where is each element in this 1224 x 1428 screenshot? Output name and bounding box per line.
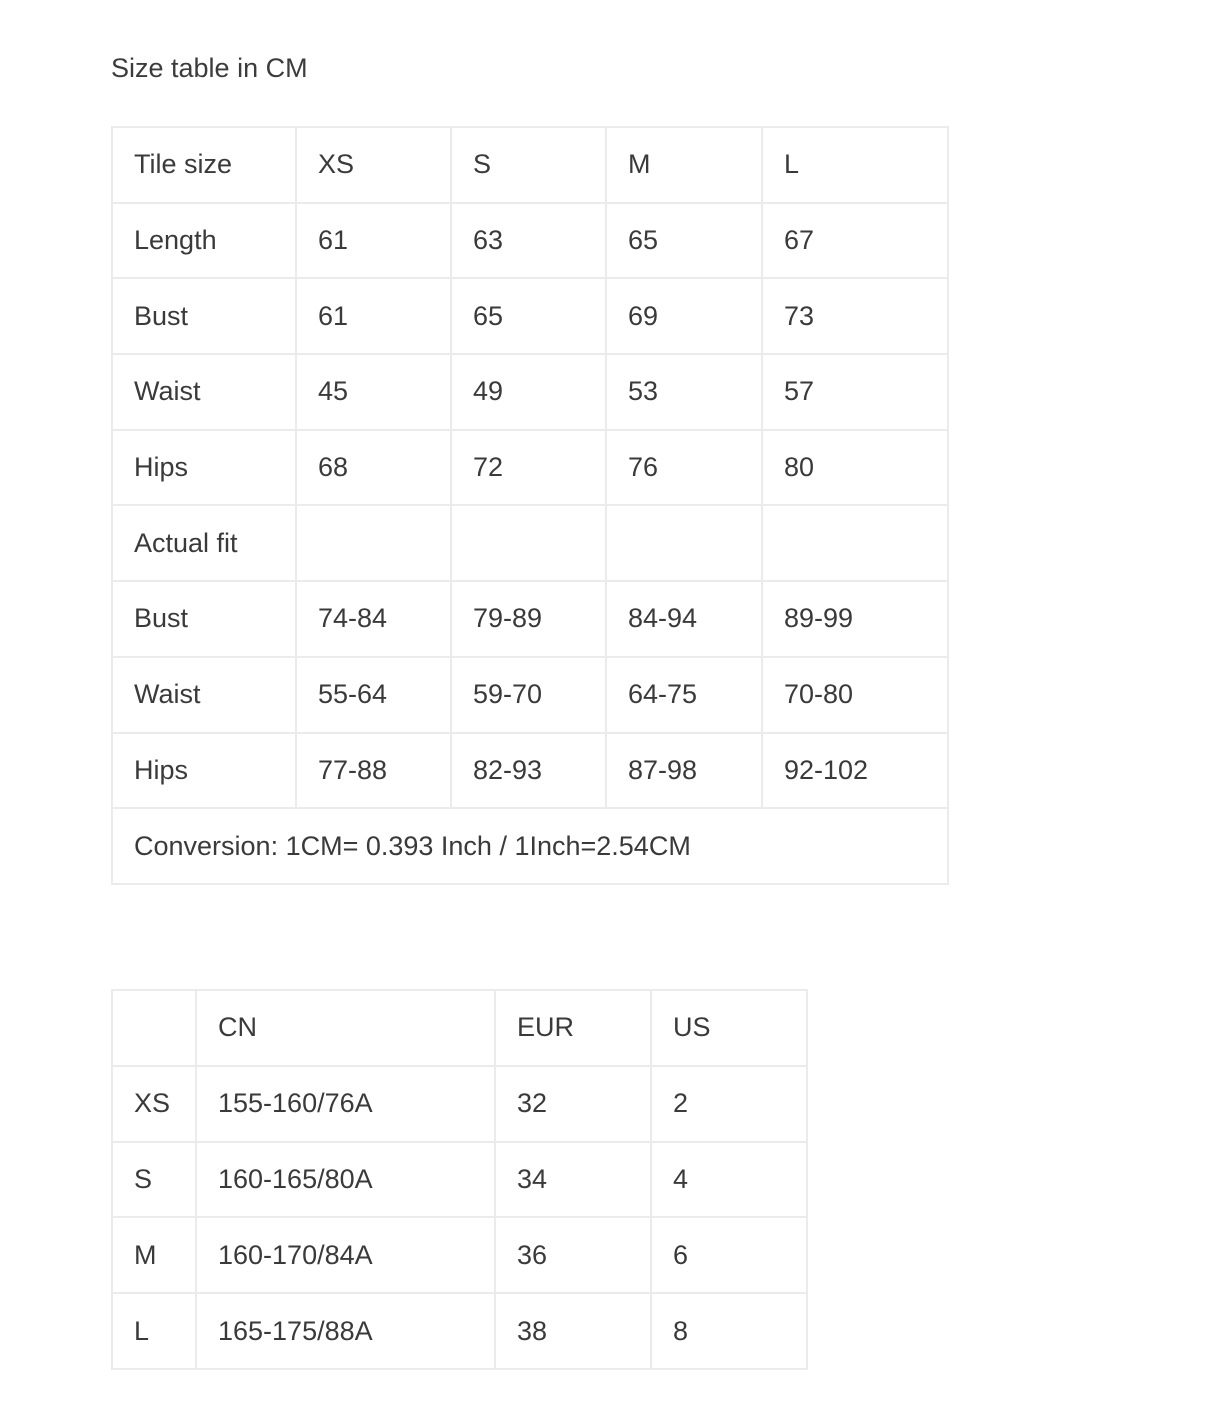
header-cell: EUR <box>495 990 651 1066</box>
table-cell: 53 <box>606 354 762 430</box>
table-row <box>112 581 948 657</box>
table-cell: 61 <box>296 203 451 279</box>
row-label: Bust <box>112 278 296 354</box>
table-cell: 82-93 <box>451 733 606 809</box>
header-cell: CN <box>196 990 495 1066</box>
table-cell: 49 <box>451 354 606 430</box>
table-cell: 70-80 <box>762 657 948 733</box>
table-row <box>112 1142 807 1218</box>
table-cell <box>451 505 606 581</box>
table-cell: 72 <box>451 430 606 506</box>
table-row <box>112 430 948 506</box>
conversion-note: Conversion: 1CM= 0.393 Inch / 1Inch=2.54CM <box>112 808 948 884</box>
size-conversion-table <box>111 989 808 1370</box>
table-cell: 64-75 <box>606 657 762 733</box>
table-cell: 155-160/76A <box>196 1066 495 1142</box>
table-cell <box>296 505 451 581</box>
table-cell: 65 <box>606 203 762 279</box>
table-cell: 38 <box>495 1293 651 1369</box>
table-cell: 92-102 <box>762 733 948 809</box>
table-cell: 63 <box>451 203 606 279</box>
table-cell <box>606 505 762 581</box>
header-cell: S <box>451 127 606 203</box>
table-cell: 165-175/88A <box>196 1293 495 1369</box>
header-cell: XS <box>296 127 451 203</box>
row-label: M <box>112 1217 196 1293</box>
row-label: Bust <box>112 581 296 657</box>
table-header-row <box>112 127 948 203</box>
row-label: Waist <box>112 354 296 430</box>
table-row <box>112 657 948 733</box>
table-cell: 89-99 <box>762 581 948 657</box>
table-cell: 160-170/84A <box>196 1217 495 1293</box>
row-label: S <box>112 1142 196 1218</box>
table-cell: 74-84 <box>296 581 451 657</box>
table-cell: 57 <box>762 354 948 430</box>
table-cell: 87-98 <box>606 733 762 809</box>
table-row <box>112 1217 807 1293</box>
table-cell: 32 <box>495 1066 651 1142</box>
table-cell: 73 <box>762 278 948 354</box>
table-cell: 2 <box>651 1066 807 1142</box>
header-cell: M <box>606 127 762 203</box>
table-cell: 67 <box>762 203 948 279</box>
table-cell: 84-94 <box>606 581 762 657</box>
table-cell: 6 <box>651 1217 807 1293</box>
table-row <box>112 278 948 354</box>
table-cell: 34 <box>495 1142 651 1218</box>
table-cell <box>762 505 948 581</box>
header-cell <box>112 990 196 1066</box>
row-label: L <box>112 1293 196 1369</box>
header-cell: L <box>762 127 948 203</box>
table-row <box>112 1293 807 1369</box>
table-cell: 4 <box>651 1142 807 1218</box>
table-cell: 68 <box>296 430 451 506</box>
row-label: Hips <box>112 430 296 506</box>
row-label: Waist <box>112 657 296 733</box>
page-title: Size table in CM <box>111 53 308 83</box>
header-cell: US <box>651 990 807 1066</box>
row-label: Hips <box>112 733 296 809</box>
table-cell: 77-88 <box>296 733 451 809</box>
row-label: XS <box>112 1066 196 1142</box>
table-cell: 80 <box>762 430 948 506</box>
table-cell: 55-64 <box>296 657 451 733</box>
table-header-row <box>112 990 807 1066</box>
table-row <box>112 733 948 809</box>
table-cell: 45 <box>296 354 451 430</box>
table-row <box>112 203 948 279</box>
table-cell: 160-165/80A <box>196 1142 495 1218</box>
conversion-note-row <box>112 808 948 884</box>
table-cell: 61 <box>296 278 451 354</box>
table-cell: 65 <box>451 278 606 354</box>
header-cell: Tile size <box>112 127 296 203</box>
table-cell: 36 <box>495 1217 651 1293</box>
table-row <box>112 505 948 581</box>
table-cell: 59-70 <box>451 657 606 733</box>
table-cell: 8 <box>651 1293 807 1369</box>
table-cell: 69 <box>606 278 762 354</box>
table-row <box>112 354 948 430</box>
row-label: Length <box>112 203 296 279</box>
table-row <box>112 1066 807 1142</box>
table-cell: 79-89 <box>451 581 606 657</box>
size-table <box>111 126 949 885</box>
row-label: Actual fit <box>112 505 296 581</box>
table-cell: 76 <box>606 430 762 506</box>
